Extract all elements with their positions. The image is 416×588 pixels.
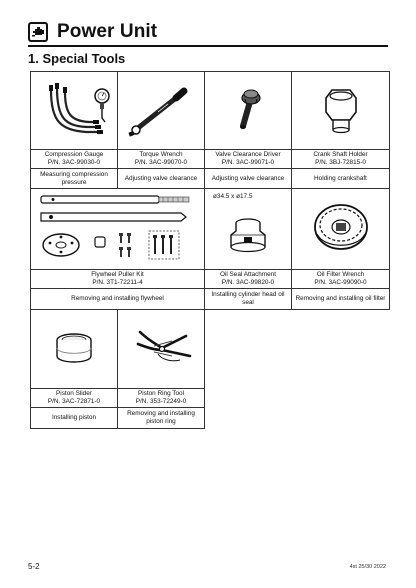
oil-filter-wrench-icon bbox=[292, 189, 389, 269]
tool-image-flywheel-puller-kit bbox=[30, 188, 205, 270]
tool-usage-compression-gauge: Measuring compression pressure bbox=[30, 168, 118, 189]
tool-usage-piston-ring-tool: Removing and installing piston ring bbox=[117, 407, 205, 429]
tool-caption-compression-gauge bbox=[30, 149, 118, 169]
footer-code: 4st 25/30 2022 bbox=[349, 564, 386, 570]
valve-clearance-driver-icon bbox=[205, 72, 291, 149]
crank-shaft-holder-icon bbox=[292, 72, 389, 149]
chapter-header bbox=[28, 21, 157, 43]
tool-part-number: P/N. 3AC-99030-0 bbox=[47, 159, 101, 166]
engine-chapter-icon bbox=[28, 22, 48, 42]
tool-usage-valve-clearance-driver: Adjusting valve clearance bbox=[204, 168, 292, 189]
tool-name: Valve Clearance Driver bbox=[215, 151, 281, 158]
tool-caption-oil-seal-attachment bbox=[204, 269, 292, 289]
tool-caption-flywheel-puller-kit bbox=[30, 269, 205, 289]
tool-part-number: P/N. 3AC-99090-0 bbox=[314, 279, 367, 286]
tool-name: Oil Filter Wrench bbox=[316, 271, 365, 278]
tool-image-compression-gauge bbox=[30, 71, 118, 150]
tool-name: Torque Wrench bbox=[139, 151, 183, 158]
tool-image-piston-slider bbox=[30, 309, 118, 389]
tool-usage-piston-slider: Installing piston bbox=[30, 407, 118, 429]
tool-name: Piston Slider bbox=[56, 390, 92, 397]
tool-usage-torque-wrench: Adjusting valve clearance bbox=[117, 168, 205, 189]
tool-part-number: P/N. 3AC-99820-0 bbox=[221, 279, 275, 286]
tool-usage-oil-seal-attachment: Installing cylinder head oil seal bbox=[204, 288, 292, 310]
tool-name: Oil Seal Attachment bbox=[219, 271, 277, 278]
tool-image-oil-filter-wrench bbox=[291, 188, 390, 270]
tool-name: Piston Ring Tool bbox=[137, 390, 185, 397]
tool-image-valve-clearance-driver bbox=[204, 71, 292, 150]
tool-part-number: P/N. 3BJ-72815-0 bbox=[315, 159, 366, 166]
tool-caption-piston-slider bbox=[30, 388, 118, 408]
tool-usage-flywheel-puller-kit: Removing and installing flywheel bbox=[30, 288, 205, 310]
tool-part-number: P/N. 3AC-99071-0 bbox=[221, 159, 275, 166]
torque-wrench-icon bbox=[118, 72, 204, 149]
compression-gauge-icon bbox=[31, 72, 117, 149]
tool-caption-oil-filter-wrench bbox=[291, 269, 390, 289]
header-rule bbox=[28, 45, 388, 47]
tool-caption-torque-wrench bbox=[117, 149, 205, 169]
piston-ring-tool-icon bbox=[118, 310, 204, 388]
chapter-title: Power Unit bbox=[57, 21, 158, 42]
tool-name: Crank Shaft Holder bbox=[313, 151, 368, 158]
tool-part-number: P/N. 353-72249-0 bbox=[135, 398, 187, 405]
section-title: 1. Special Tools bbox=[28, 51, 126, 66]
tool-usage-oil-filter-wrench: Removing and installing oil filter bbox=[291, 288, 390, 310]
tool-caption-piston-ring-tool bbox=[117, 388, 205, 408]
oil-seal-dimension-label: ø34.5 x ø17.5 bbox=[213, 193, 253, 200]
tool-caption-crank-shaft-holder bbox=[291, 149, 390, 169]
page-number: 5-2 bbox=[28, 562, 40, 571]
tool-part-number: P/N. 3T1-72211-4 bbox=[92, 279, 143, 286]
oil-seal-attachment-icon bbox=[205, 189, 291, 269]
tool-caption-valve-clearance-driver bbox=[204, 149, 292, 169]
tool-name: Flywheel Puller Kit bbox=[91, 271, 144, 278]
tool-image-torque-wrench bbox=[117, 71, 205, 150]
tool-image-crank-shaft-holder bbox=[291, 71, 390, 150]
piston-slider-icon bbox=[31, 310, 117, 388]
tool-image-piston-ring-tool bbox=[117, 309, 205, 389]
tool-part-number: P/N. 3AC-99070-0 bbox=[134, 159, 188, 166]
tool-name: Compression Gauge bbox=[44, 151, 104, 158]
tool-usage-crank-shaft-holder: Holding crankshaft bbox=[291, 168, 390, 189]
tool-image-oil-seal-attachment bbox=[204, 188, 292, 270]
flywheel-puller-kit-icon bbox=[31, 189, 204, 269]
tool-part-number: P/N. 3AC-72871-0 bbox=[47, 398, 101, 405]
